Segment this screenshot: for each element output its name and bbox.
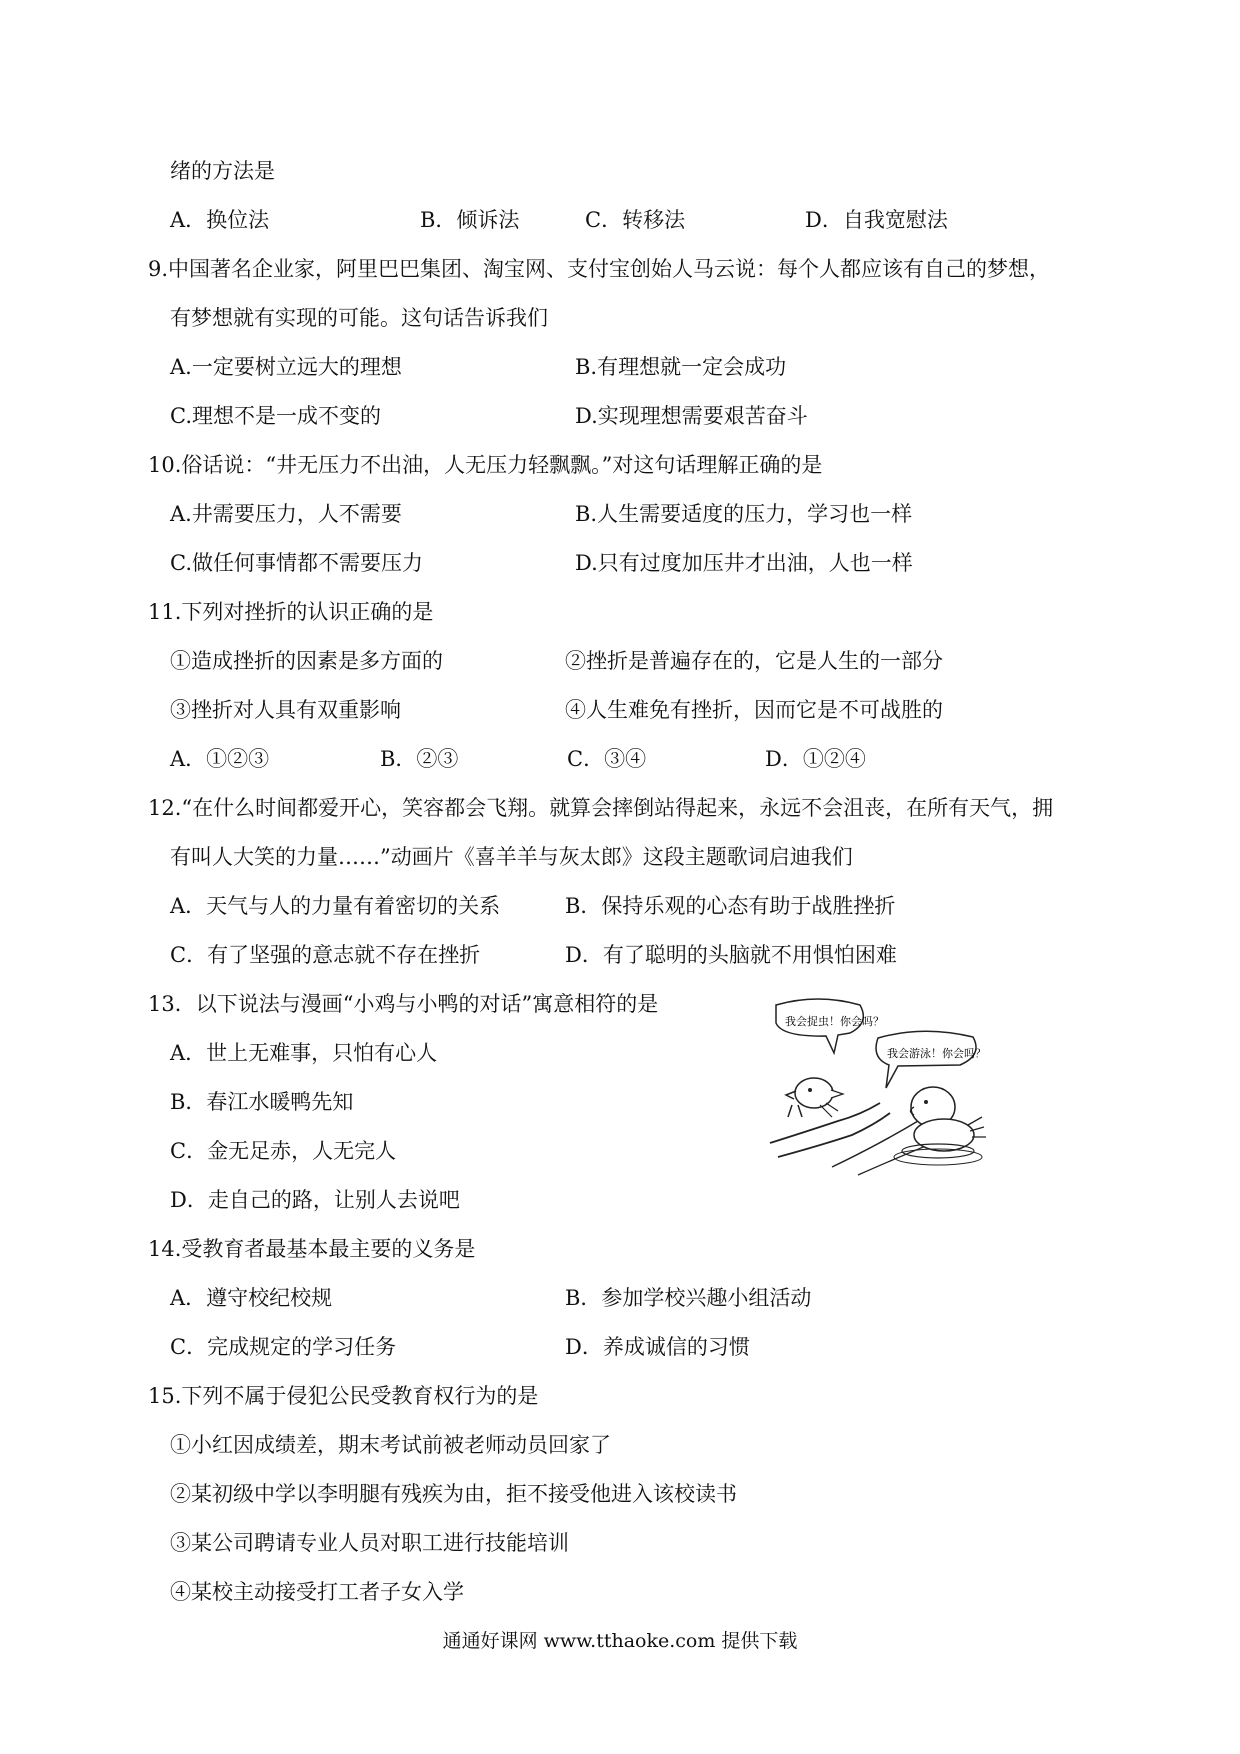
q10-stem: 10.俗话说：“井无压力不出油，人无压力轻飘飘。”对这句话理解正确的是 — [148, 453, 823, 477]
q11-stem: 11.下列对挫折的认识正确的是 — [148, 600, 434, 624]
q10-option-d: D.只有过度加压井才出油，人也一样 — [575, 551, 913, 575]
q8-option-d: D．自我宽慰法 — [805, 208, 948, 232]
q15-item-1: ①小红因成绩差，期末考试前被老师动员回家了 — [170, 1433, 611, 1457]
bank-line — [770, 1103, 880, 1143]
q15-item-4: ④某校主动接受打工者子女入学 — [170, 1580, 464, 1604]
q15-item-3: ③某公司聘请专业人员对职工进行技能培训 — [170, 1531, 569, 1555]
q9-stem: 9.中国著名企业家，阿里巴巴集团、淘宝网、支付宝创始人马云说：每个人都应该有自己的梦想， — [148, 257, 1051, 281]
duck-bubble-text: 我会游泳！你会吗？ — [887, 1047, 986, 1060]
chick-figure — [786, 1078, 843, 1117]
q13-option-c: C．金无足赤，人无完人 — [170, 1139, 397, 1163]
q9-stem-cont: 有梦想就有实现的可能。这句话告诉我们 — [170, 306, 548, 330]
q8-option-b: B．倾诉法 — [420, 208, 520, 232]
q9-option-d: D.实现理想需要艰苦奋斗 — [575, 404, 808, 428]
footer-source: 通通好课网 www.tthaoke.com 提供下载 — [442, 1630, 798, 1652]
chick-duck-cartoon — [768, 995, 1054, 1180]
q10-option-c: C.做任何事情都不需要压力 — [170, 551, 423, 575]
q14-option-c: C．完成规定的学习任务 — [170, 1335, 397, 1359]
q11-option-b: B．②③ — [380, 747, 459, 771]
q10-option-b: B.人生需要适度的压力，学习也一样 — [575, 502, 913, 526]
q14-stem: 14.受教育者最基本最主要的义务是 — [148, 1237, 476, 1261]
q8-option-c: C．转移法 — [585, 208, 686, 232]
q12-option-d: D．有了聪明的头脑就不用惧怕困难 — [565, 943, 897, 967]
q12-stem: 12.“在什么时间都爱开心，笑容都会飞翔。就算会摔倒站得起来，永远不会沮丧，在所有天气，拥 — [148, 796, 1054, 820]
q10-option-a: A.井需要压力，人不需要 — [170, 502, 402, 526]
q14-option-d: D．养成诚信的习惯 — [565, 1335, 750, 1359]
q13-option-a: A．世上无难事，只怕有心人 — [170, 1041, 438, 1065]
q11-item-3: ③挫折对人具有双重影响 — [170, 698, 401, 722]
q14-option-a: A．遵守校纪校规 — [170, 1286, 333, 1310]
q8-option-a: A．换位法 — [170, 208, 270, 232]
q13-option-d: D．走自己的路，让别人去说吧 — [170, 1188, 460, 1212]
q14-option-b: B．参加学校兴趣小组活动 — [565, 1286, 812, 1310]
q12-stem-cont: 有叫人大笑的力量……”动画片《喜羊羊与灰太郎》这段主题歌词启迪我们 — [170, 845, 853, 869]
q12-option-a: A．天气与人的力量有着密切的关系 — [170, 894, 501, 918]
q15-stem: 15.下列不属于侵犯公民受教育权行为的是 — [148, 1384, 539, 1408]
q15-item-2: ②某初级中学以李明腿有残疾为由，拒不接受他进入该校读书 — [170, 1482, 737, 1506]
q13-option-b: B．春江水暖鸭先知 — [170, 1090, 354, 1114]
chick-bubble-text: 我会捉虫！你会吗？ — [785, 1015, 884, 1028]
q9-option-b: B.有理想就一定会成功 — [575, 355, 787, 379]
continued-line: 绪的方法是 — [170, 159, 275, 183]
q13-stem: 13．以下说法与漫画“小鸡与小鸭的对话”寓意相符的是 — [148, 992, 659, 1016]
q11-item-1: ①造成挫折的因素是多方面的 — [170, 649, 443, 673]
q11-option-a: A．①②③ — [170, 747, 270, 771]
q11-item-2: ②挫折是普遍存在的，它是人生的一部分 — [565, 649, 943, 673]
q12-option-c: C．有了坚强的意志就不存在挫折 — [170, 943, 481, 967]
q9-option-c: C.理想不是一成不变的 — [170, 404, 381, 428]
q11-option-d: D．①②④ — [765, 747, 866, 771]
q12-option-b: B．保持乐观的心态有助于战胜挫折 — [565, 894, 896, 918]
q11-option-c: C．③④ — [567, 747, 647, 771]
water-line — [832, 1121, 918, 1167]
q11-item-4: ④人生难免有挫折，因而它是不可战胜的 — [565, 698, 943, 722]
q9-option-a: A.一定要树立远大的理想 — [170, 355, 402, 379]
